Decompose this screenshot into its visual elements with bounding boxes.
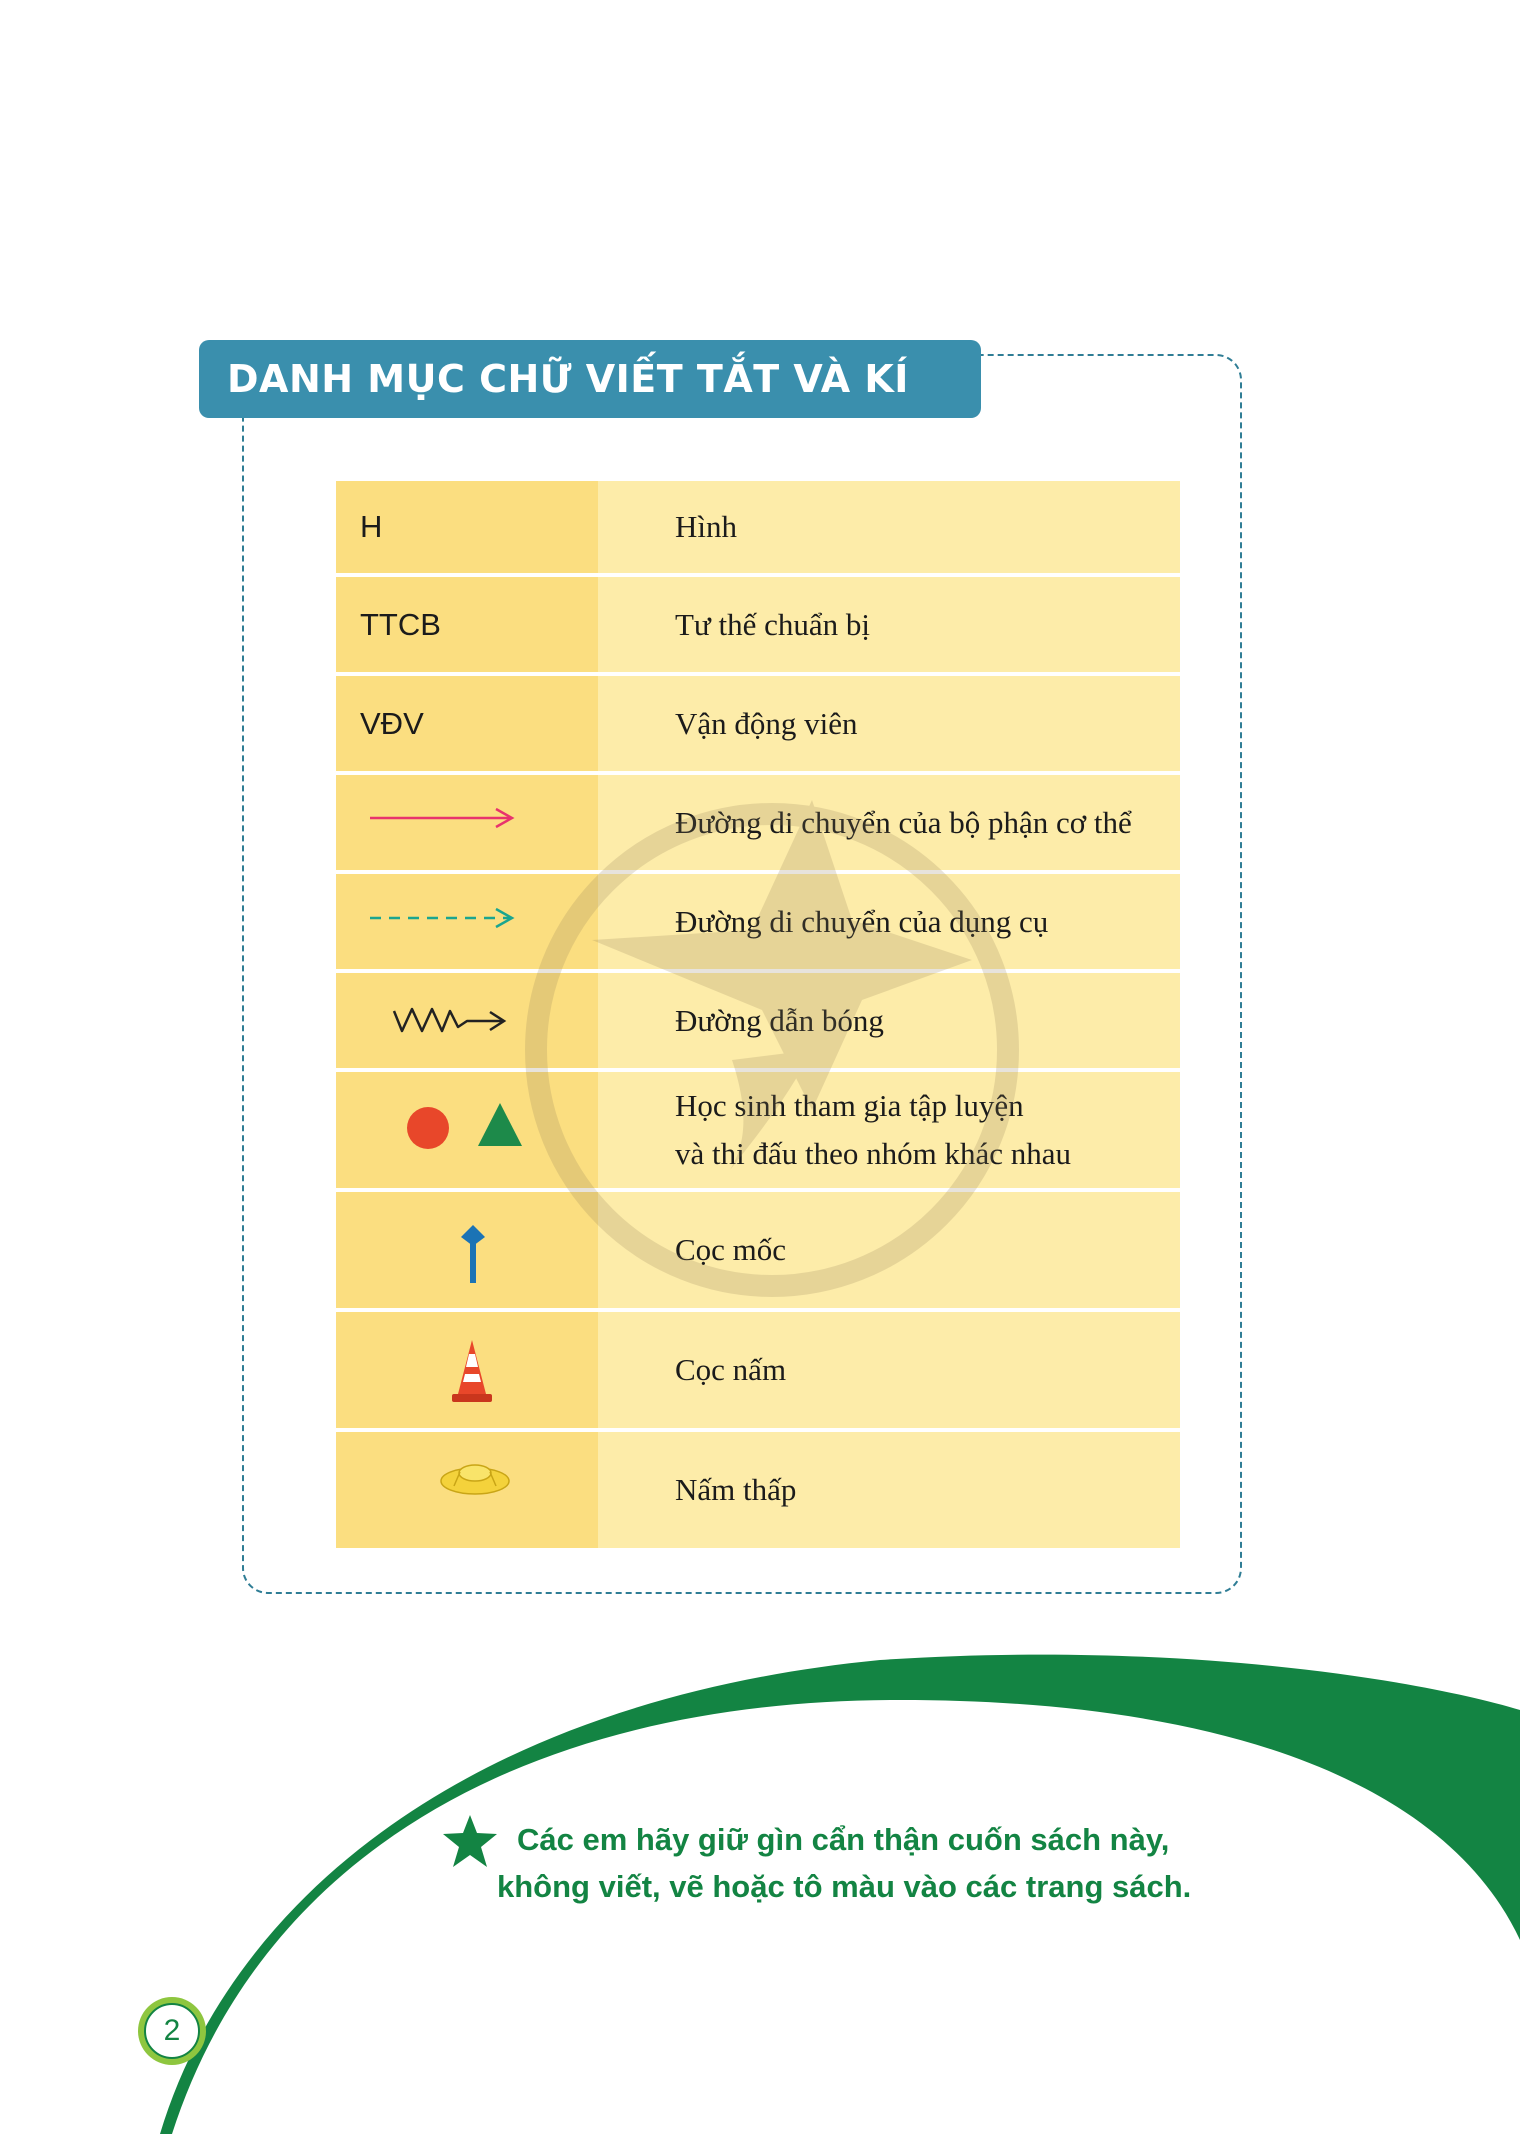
meaning: Tư thế chuẩn bị	[675, 606, 870, 642]
table-row	[336, 775, 1180, 870]
abbreviation: H	[360, 509, 383, 544]
table-row	[336, 1312, 1180, 1428]
notice-line-2: không viết, vẽ hoặc tô màu vào các trang sách.	[497, 1869, 1192, 1904]
meaning: Hình	[675, 509, 737, 544]
table-row	[336, 481, 1180, 573]
meaning: Đường di chuyển của bộ phận cơ thể	[675, 804, 1132, 840]
star-icon	[440, 1812, 500, 1872]
red-circle-green-triangle-icon	[336, 1072, 604, 1188]
care-notice	[493, 1816, 1313, 1910]
table-row	[336, 1192, 1180, 1308]
table-row	[336, 1432, 1180, 1548]
dashed-teal-arrow-icon	[336, 874, 604, 969]
meaning: Vận động viên	[675, 705, 858, 741]
low-cone-disc-icon	[336, 1432, 604, 1548]
meaning: Cọc nấm	[675, 1352, 787, 1387]
page-number: 2	[163, 2014, 181, 2047]
blue-marker-post-icon	[336, 1192, 604, 1308]
notice-line-1: Các em hãy giữ gìn cẩn thận cuốn sách này,	[517, 1822, 1170, 1857]
abbreviation-table	[336, 481, 1180, 1552]
table-row	[336, 577, 1180, 672]
abbreviation: VĐV	[360, 705, 424, 741]
meaning: Học sinh tham gia tập luyện và thi đấu theo nhóm khác nhau	[675, 1088, 1072, 1171]
page-title: DANH MỤC CHỮ VIẾT TẮT VÀ KÍ HIỆU	[199, 340, 981, 418]
meaning: Cọc mốc	[675, 1232, 787, 1267]
table-row	[336, 1072, 1180, 1188]
meaning: Đường dẫn bóng	[675, 1002, 884, 1038]
pink-arrow-icon	[336, 775, 604, 870]
meaning: Nấm thấp	[675, 1472, 797, 1507]
zigzag-arrow-icon	[336, 973, 604, 1068]
traffic-cone-icon	[336, 1312, 604, 1428]
table-row	[336, 874, 1180, 969]
table-row	[336, 973, 1180, 1068]
table-row	[336, 676, 1180, 771]
meaning: Đường di chuyển của dụng cụ	[675, 903, 1049, 939]
abbreviation: TTCB	[360, 606, 441, 642]
